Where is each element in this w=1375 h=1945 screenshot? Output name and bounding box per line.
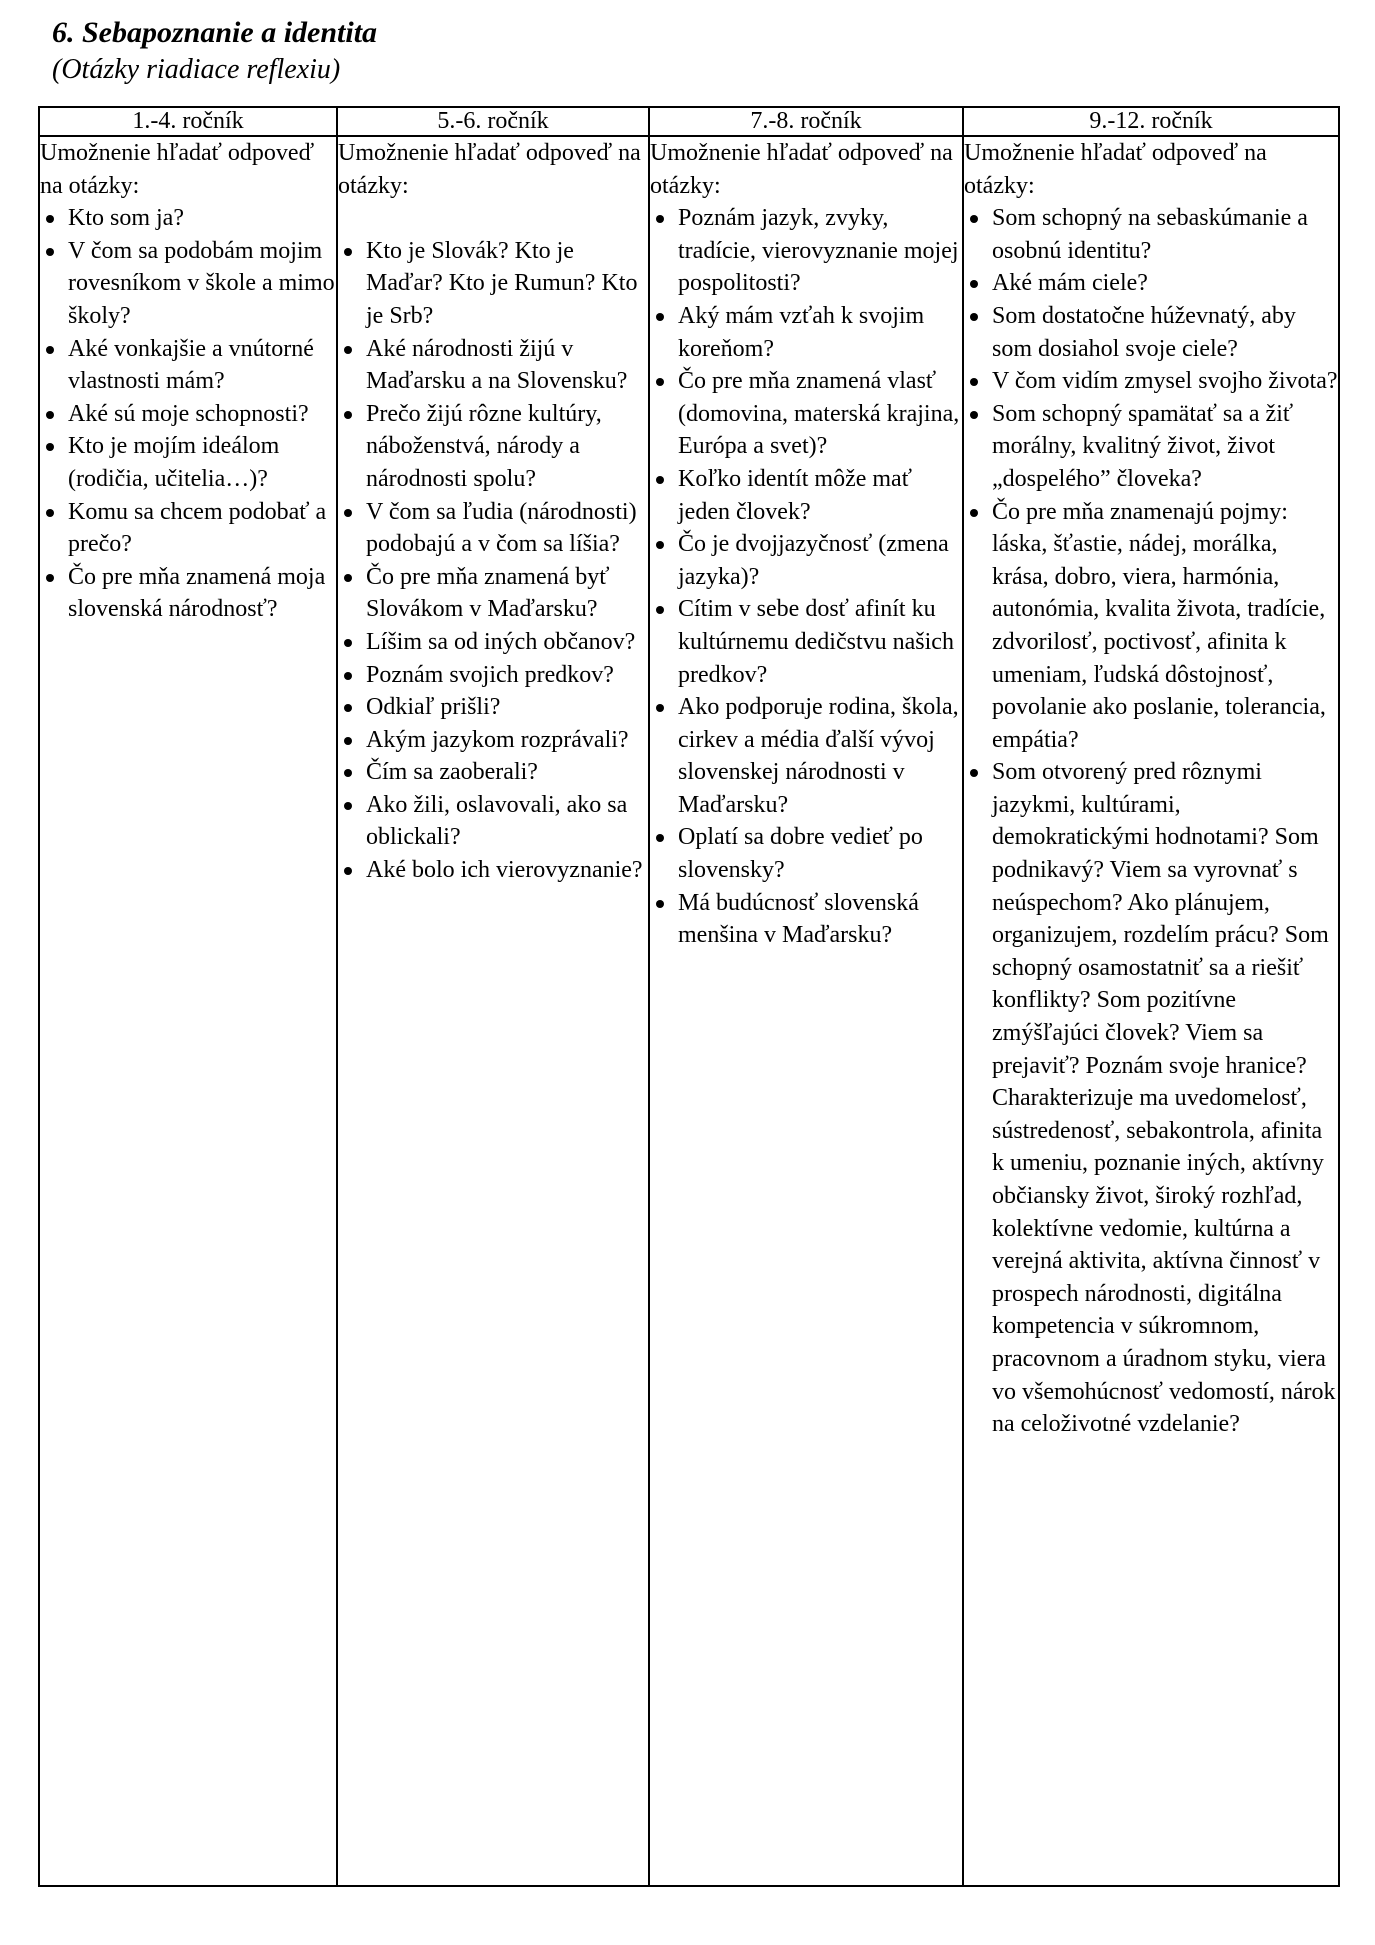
question-item: Som dostatočne húževnatý, aby som dosiahol svoje ciele? <box>964 300 1338 365</box>
question-item: Aké sú moje schopnosti? <box>40 398 336 431</box>
question-item: Aké bolo ich vierovyznanie? <box>338 854 648 887</box>
question-item: V čom vidím zmysel svojho života? <box>964 365 1338 398</box>
column-header-grade-1-4: 1.-4. ročník <box>39 107 337 136</box>
question-item: Aké vonkajšie a vnútorné vlastnosti mám? <box>40 333 336 398</box>
column-header-grade-7-8: 7.-8. ročník <box>649 107 963 136</box>
question-item: Čím sa zaoberali? <box>338 756 648 789</box>
section-subtitle: (Otázky riadiace reflexiu) <box>52 54 341 85</box>
section-title: 6. Sebapoznanie a identita <box>52 16 378 49</box>
section-heading <box>52 14 377 88</box>
question-item: Akým jazykom rozprávali? <box>338 724 648 757</box>
question-list <box>338 235 648 887</box>
question-item: Cítim v sebe dosť afinít ku kultúrnemu dedičstvu našich predkov? <box>650 593 962 691</box>
question-item: Koľko identít môže mať jeden človek? <box>650 463 962 528</box>
cell-intro: Umožnenie hľadať odpoveď na otázky: <box>964 140 1267 199</box>
cell-grade-7-8 <box>649 136 963 1886</box>
question-item: Čo pre mňa znamená byť Slovákom v Maďarsku? <box>338 561 648 626</box>
cell-intro: Umožnenie hľadať odpoveď na otázky: <box>40 140 315 199</box>
question-item: Kto som ja? <box>40 202 336 235</box>
question-item: Kto je mojím ideálom (rodičia, učitelia…)? <box>40 430 336 495</box>
column-header-grade-9-12: 9.-12. ročník <box>963 107 1339 136</box>
question-list <box>40 202 336 626</box>
question-item: Ako žili, oslavovali, ako sa oblickali? <box>338 789 648 854</box>
question-item: Prečo žijú rôzne kultúry, náboženstvá, národy a národnosti spolu? <box>338 398 648 496</box>
question-item: Poznám jazyk, zvyky, tradície, vierovyznanie mojej pospolitosti? <box>650 202 962 300</box>
question-item: Čo pre mňa znamená vlasť (domovina, materská krajina, Európa a svet)? <box>650 365 962 463</box>
question-item: Odkiaľ prišli? <box>338 691 648 724</box>
cell-intro: Umožnenie hľadať odpoveď na otázky: <box>650 140 953 199</box>
question-item: Som schopný na sebaskúmanie a osobnú identitu? <box>964 202 1338 267</box>
question-item: Čo je dvojjazyčnosť (zmena jazyka)? <box>650 528 962 593</box>
question-item: Má budúcnosť slovenská menšina v Maďarsku? <box>650 887 962 952</box>
question-item: Oplatí sa dobre vedieť po slovensky? <box>650 821 962 886</box>
question-item: Kto je Slovák? Kto je Maďar? Kto je Rumun? Kto je Srb? <box>338 235 648 333</box>
question-list <box>964 202 1338 1441</box>
question-item: V čom sa podobám mojim rovesníkom v škole a mimo školy? <box>40 235 336 333</box>
question-item: Komu sa chcem podobať a prečo? <box>40 496 336 561</box>
question-item: Som otvorený pred rôznymi jazykmi, kultúrami, demokratickými hodnotami? Som podnikavý? Viem sa vyrovnať s neúspechom? Ako plánujem, organizujem, rozdelím prácu? Som schopný osamostatniť sa a riešiť konflikty? Som pozitívne zmýšľajúci človek? Viem sa prejaviť? Poznám svoje hranice? Charakterizuje ma uvedomelosť, sústredenosť, sebakontrola, afinita k umeniu, poznanie iných, aktívny občiansky život, široký rozhľad, kolektívne vedomie, kultúrna a verejná aktivita, aktívna činnosť v prospech národnosti, digitálna kompetencia v súkromnom, pracovnom a úradnom styku, viera vo všemohúcnosť vedomostí, nárok na celoživotné vzdelanie? <box>964 756 1338 1440</box>
cell-grade-1-4 <box>39 136 337 1886</box>
question-item: Poznám svojich predkov? <box>338 659 648 692</box>
cell-grade-5-6 <box>337 136 649 1886</box>
reflection-questions-table <box>38 106 1340 1887</box>
column-header-grade-5-6: 5.-6. ročník <box>337 107 649 136</box>
question-item: V čom sa ľudia (národnosti) podobajú a v čom sa líšia? <box>338 496 648 561</box>
cell-intro: Umožnenie hľadať odpoveď na otázky: <box>338 140 641 199</box>
question-item: Čo pre mňa znamená moja slovenská národnosť? <box>40 561 336 626</box>
question-item: Čo pre mňa znamenajú pojmy: láska, šťastie, nádej, morálka, krása, dobro, viera, harmónia, autonómia, kvalita života, tradície, zdvorilosť, poctivosť, afinita k umeniam, ľudská dôstojnosť, povolanie ako poslanie, tolerancia, empátia? <box>964 496 1338 757</box>
content-row <box>39 136 1339 1886</box>
question-item: Som schopný spamätať sa a žiť morálny, kvalitný život, život „dospelého” človeka? <box>964 398 1338 496</box>
question-item: Aký mám vzťah k svojim koreňom? <box>650 300 962 365</box>
question-list <box>650 202 962 952</box>
question-item: Líšim sa od iných občanov? <box>338 626 648 659</box>
spacer <box>338 202 648 235</box>
question-item: Aké národnosti žijú v Maďarsku a na Slovensku? <box>338 333 648 398</box>
question-item: Aké mám ciele? <box>964 267 1338 300</box>
cell-grade-9-12 <box>963 136 1339 1886</box>
header-row <box>39 107 1339 136</box>
question-item: Ako podporuje rodina, škola, cirkev a média ďalší vývoj slovenskej národnosti v Maďarsku? <box>650 691 962 821</box>
